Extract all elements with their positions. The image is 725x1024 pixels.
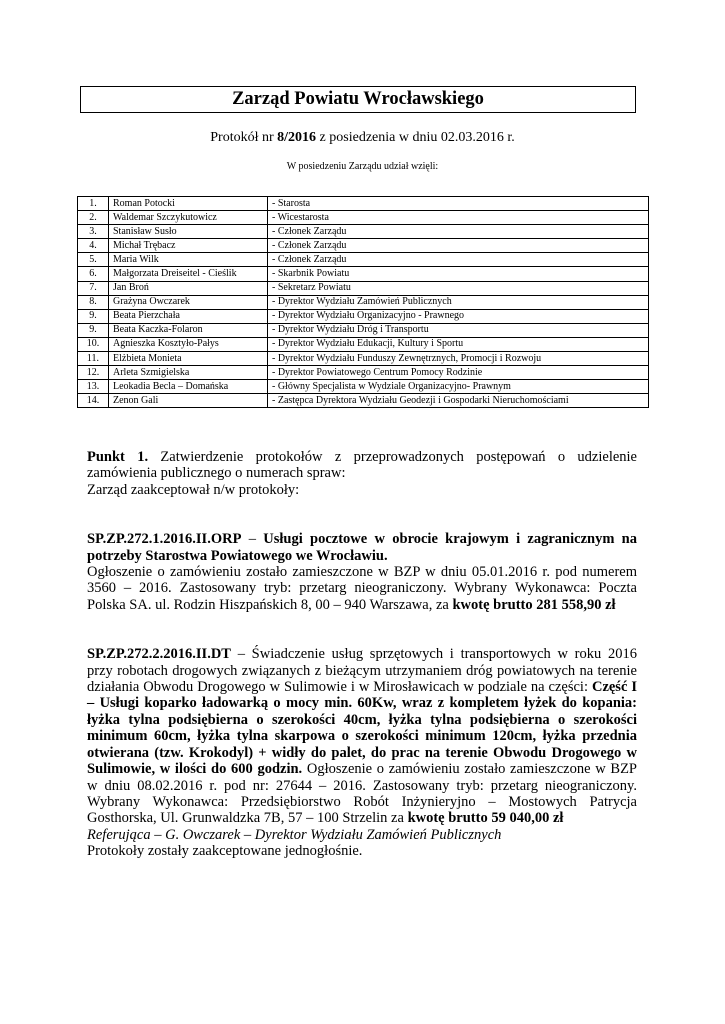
member-row xyxy=(78,267,649,281)
members-table xyxy=(77,196,649,408)
member-number: 1. xyxy=(78,197,109,211)
member-row xyxy=(78,225,649,239)
member-row xyxy=(78,211,649,225)
member-number: 7. xyxy=(78,281,109,295)
member-number: 10. xyxy=(78,337,109,351)
member-number: 13. xyxy=(78,380,109,394)
case1-dash: – xyxy=(241,531,264,548)
member-role: - Starosta xyxy=(268,197,649,211)
case2-code: SP.ZP.272.2.2016.II.DT xyxy=(87,646,231,663)
member-row xyxy=(78,197,649,211)
member-role: - Dyrektor Wydziału Edukacji, Kultury i Sportu xyxy=(268,337,649,351)
member-row xyxy=(78,253,649,267)
member-role: - Sekretarz Powiatu xyxy=(268,281,649,295)
member-number: 9. xyxy=(78,309,109,323)
member-name: Beata Kaczka-Folaron xyxy=(109,323,268,337)
member-row xyxy=(78,337,649,351)
member-role: - Zastępca Dyrektora Wydziału Geodezji i Gospodarki Nieruchomościami xyxy=(268,394,649,408)
member-name: Waldemar Szczykutowicz xyxy=(109,211,268,225)
document-body xyxy=(87,449,637,860)
member-name: Michał Trębacz xyxy=(109,239,268,253)
punkt1-accepted: Zarząd zaakceptował n/w protokoły: xyxy=(87,481,300,498)
member-name: Jan Broń xyxy=(109,281,268,295)
protocol-prefix: Protokół nr xyxy=(210,130,278,145)
page-title: Zarząd Powiatu Wrocławskiego xyxy=(232,89,484,109)
member-role: - Dyrektor Wydziału Zamówień Publicznych xyxy=(268,295,649,309)
member-name: Elżbieta Monieta xyxy=(109,352,268,366)
member-number: 11. xyxy=(78,352,109,366)
member-number: 3. xyxy=(78,225,109,239)
punkt1-paragraph xyxy=(87,449,637,482)
member-number: 8. xyxy=(78,295,109,309)
case1-body xyxy=(87,564,637,613)
case1-heading xyxy=(87,531,637,564)
member-role: - Członek Zarządu xyxy=(268,225,649,239)
protocol-number: 8/2016 xyxy=(277,130,317,145)
case2-price: kwotę brutto 59 040,00 zł xyxy=(407,810,564,827)
member-name: Beata Pierzchała xyxy=(109,309,268,323)
member-role: - Dyrektor Wydziału Organizacyjno - Prawnego xyxy=(268,309,649,323)
member-row xyxy=(78,380,649,394)
case2-referent-text: Referująca – G. Owczarek – Dyrektor Wydziału Zamówień Publicznych xyxy=(87,826,502,843)
member-number: 5. xyxy=(78,253,109,267)
member-row xyxy=(78,309,649,323)
protocol-suffix: z posiedzenia w dniu 02.03.2016 r. xyxy=(316,130,515,145)
case2-part: Część I – Usługi koparko ładowarką o mocy min. 60Kw, wraz z kompletem łyżek do kopania: łyżka tylna podsiębierna o szerokości 40cm, łyżka tylna podsiębierna o szerokości minimum 60cm, łyżka tylna skarpowa o szerokości minimum 120cm, łyżka przednia otwierana (tzw. Krokodyl) + widły do palet, do prac na terenie Obwodu Drogowego w Sulimowie, w ilości do 600 godzin. xyxy=(87,679,637,778)
member-role: - Dyrektor Wydziału Funduszy Zewnętrznych, Promocji i Rozwoju xyxy=(268,352,649,366)
member-row xyxy=(78,239,649,253)
member-row xyxy=(78,295,649,309)
member-number: 14. xyxy=(78,394,109,408)
members-table-body xyxy=(78,197,649,408)
member-number: 6. xyxy=(78,267,109,281)
member-name: Zenon Gali xyxy=(109,394,268,408)
case2-referent xyxy=(87,827,637,843)
member-name: Grażyna Owczarek xyxy=(109,295,268,309)
case1-text: Ogłoszenie o zamówieniu zostało zamieszczone w BZP w dniu 05.01.2016 r. pod numerem 3560 – 2016. Zastosowany tryb: przetarg nieograniczony. Wybrany Wykonawca: Poczta Polska SA. ul. Rodzin Hiszpańskich 8, 00 – 940 Warszawa, za xyxy=(87,564,637,613)
member-row xyxy=(78,394,649,408)
member-role: - Członek Zarządu xyxy=(268,253,649,267)
case2-conclusion: Protokoły zostały zaakceptowane jednogłośnie. xyxy=(87,843,363,860)
case2-paragraph xyxy=(87,646,637,826)
member-row xyxy=(78,323,649,337)
member-role: - Skarbnik Powiatu xyxy=(268,267,649,281)
protocol-line xyxy=(0,130,725,146)
case1-code: SP.ZP.272.1.2016.II.ORP xyxy=(87,531,242,548)
member-row xyxy=(78,352,649,366)
member-number: 12. xyxy=(78,366,109,380)
member-name: Roman Potocki xyxy=(109,197,268,211)
member-number: 4. xyxy=(78,239,109,253)
member-role: - Główny Specjalista w Wydziale Organizacyjno- Prawnym xyxy=(268,380,649,394)
member-role: - Dyrektor Wydziału Dróg i Transportu xyxy=(268,323,649,337)
case2-text: Ogłoszenie o zamówieniu zostało zamieszczone w BZP w dniu 08.02.2016 r. pod nr: 27644 – 2016. Zastosowany tryb: przetarg nieograniczony. Wybrany Wykonawca: Przedsiębiorstwo Robót Inżynieryjno – Mostowych Patrycja Gosthorska, Ul. Grunwaldzka 7B, 57 – 100 Strzelin za xyxy=(87,761,637,827)
member-role: - Wicestarosta xyxy=(268,211,649,225)
member-role: - Członek Zarządu xyxy=(268,239,649,253)
member-name: Maria Wilk xyxy=(109,253,268,267)
member-row xyxy=(78,366,649,380)
member-number: 2. xyxy=(78,211,109,225)
member-name: Leokadia Becla – Domańska xyxy=(109,380,268,394)
member-name: Agnieszka Kosztyło-Pałys xyxy=(109,337,268,351)
member-row xyxy=(78,281,649,295)
case2-intro: – Świadczenie usług sprzętowych i transportowych w roku 2016 przy robotach drogowych związanych z bieżącym utrzymaniem dróg powiatowych na terenie działania Obwodu Drogowego w Sulimowie i w Mirosławicach w podziale na części: xyxy=(87,646,637,696)
member-name: Stanisław Susło xyxy=(109,225,268,239)
case1-price: kwotę brutto 281 558,90 zł xyxy=(452,596,616,613)
member-name: Arleta Szmigielska xyxy=(109,366,268,380)
attendance-caption: W posiedzeniu Zarządu udział wzięli: xyxy=(286,161,439,172)
punkt1-text: Zatwierdzenie protokołów z przeprowadzonych postępowań o udzielenie zamówienia publicznego o numerach spraw: xyxy=(87,449,637,482)
member-number: 9. xyxy=(78,323,109,337)
member-role: - Dyrektor Powiatowego Centrum Pomocy Rodzinie xyxy=(268,366,649,380)
page-title-box xyxy=(80,86,636,113)
member-name: Małgorzata Dreiseitel - Cieślik xyxy=(109,267,268,281)
punkt1-label: Punkt 1. xyxy=(87,449,149,465)
case1-subject: Usługi pocztowe w obrocie krajowym i zagranicznym na potrzeby Starostwa Powiatowego we Wrocławiu. xyxy=(87,531,638,564)
